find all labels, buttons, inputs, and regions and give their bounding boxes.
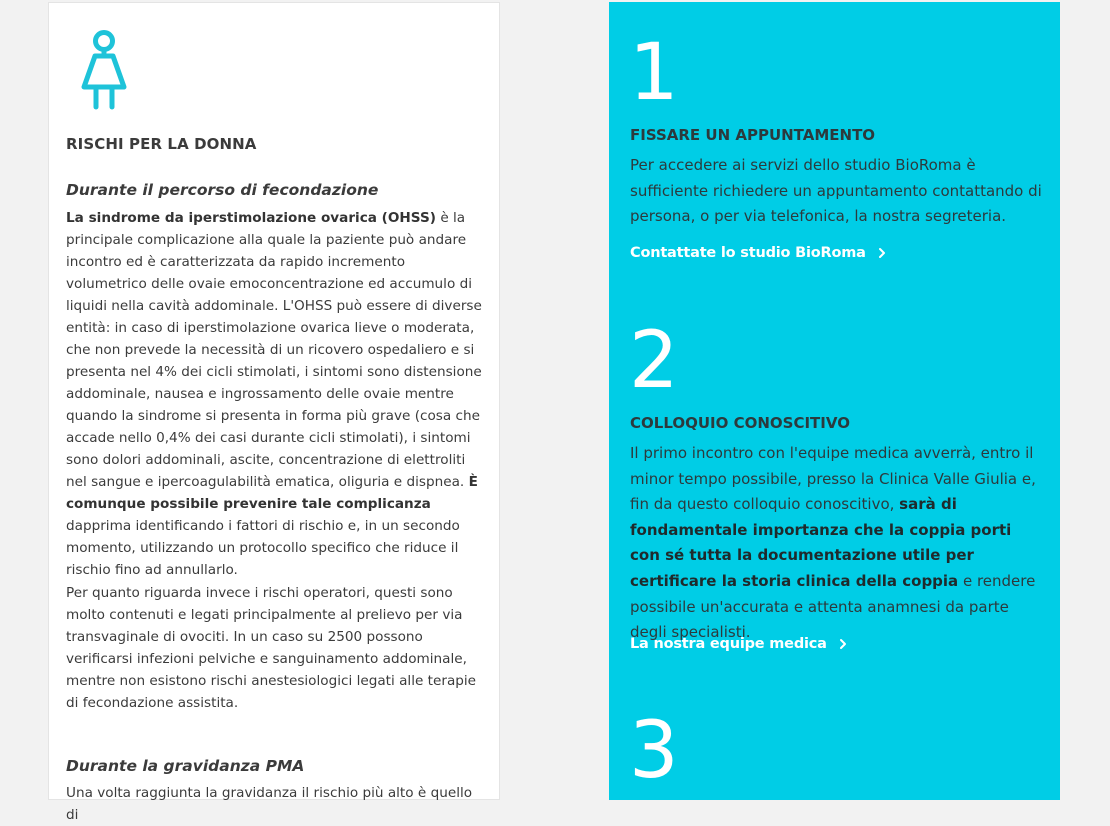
- steps-card: [609, 2, 1060, 800]
- step-title-1: FISSARE UN APPUNTAMENTO: [630, 126, 876, 144]
- prevention-text: dapprima identificando i fattori di rischio e, in un secondo momento, utilizzando un protocollo specifico che riduce il rischio fino ad annullarlo.: [66, 518, 460, 578]
- ohss-paragraph: [66, 207, 486, 581]
- chevron-right-icon: [839, 638, 847, 650]
- subheading-pregnancy: Durante la gravidanza PMA: [66, 757, 305, 775]
- subheading-fertilization: Durante il percorso di fecondazione: [66, 181, 379, 199]
- medical-team-link-label: La nostra equipe medica: [630, 636, 827, 652]
- step-text-2-bold: sarà di fondamentale importanza che la coppia porti con sé tutta la documentazione utile per certificare la storia clinica della coppia: [630, 495, 1012, 590]
- step-text-2: [630, 441, 1045, 646]
- ohss-bold: La sindrome da iperstimolazione ovarica (OHSS): [66, 210, 436, 226]
- step-text-1: Per accedere ai servizi dello studio BioRoma è sufficiente richiedere un appuntamento contattando di persona, o per via telefonica, la nostra segreteria.: [630, 156, 1042, 226]
- prevention-bold: È comunque possibile prevenire tale complicanza: [66, 474, 478, 512]
- step-number-1: 1: [629, 28, 679, 118]
- pregnancy-paragraph: Una volta raggiunta la gravidanza il rischio più alto è quello di: [66, 785, 473, 823]
- operative-risks-paragraph: Per quanto riguarda invece i rischi operatori, questi sono molto contenuti e legati principalmente al prelievo per via transvaginale di ovociti. In un caso su 2500 possono verificarsi infezioni pelviche e sanguinamento addominale, mentre non esistono rischi anestesiologici legati alle terapie di fecondazione assistita.: [66, 585, 477, 711]
- ohss-text: è la principale complicazione alla quale la paziente può andare incontro ed è caratterizzata da rapido incremento volumetrico delle ovaie emoconcentrazione ed accumulo di liquidi nella cavità addominale. L'OHSS può essere di diverse entità: in caso di iperstimolazione ovarica lieve o moderata, che non prevede la necessità di un ricovero ospedaliero e si presenta nel 4% dei cicli stimolati, i sintomi sono distensione addominale, nausea e ingrossamento delle ovaie mentre quando la sindrome si presenta in forma più grave (cosa che accade nello 0,4% dei casi durante cicli stimolati), i sintomi sono dolori addominali, ascite, concentrazione di elettroliti nel sangue e ipercoagulabilità ematica, oliguria e dispnea.: [66, 210, 482, 490]
- step-number-3: 3: [629, 706, 679, 796]
- chevron-right-icon: [878, 247, 886, 259]
- medical-team-link[interactable]: [630, 636, 847, 652]
- contact-studio-link[interactable]: [630, 245, 886, 261]
- step-title-2: COLLOQUIO CONOSCITIVO: [630, 414, 850, 432]
- risks-card: [48, 2, 500, 823]
- contact-studio-link-label: Contattate lo studio BioRoma: [630, 245, 866, 261]
- step-text-2-part1: Il primo incontro con l'equipe medica avverrà, entro il minor tempo possibile, presso la Clinica Valle Giulia e, fin da questo colloquio conoscitivo,: [630, 444, 1036, 514]
- step-number-2: 2: [629, 316, 679, 406]
- step-text-2-part2: e rendere possibile un'accurata e attenta anamnesi da parte degli specialisti.: [630, 571, 1036, 642]
- woman-icon: [79, 29, 129, 111]
- section-title: RISCHI PER LA DONNA: [66, 135, 257, 153]
